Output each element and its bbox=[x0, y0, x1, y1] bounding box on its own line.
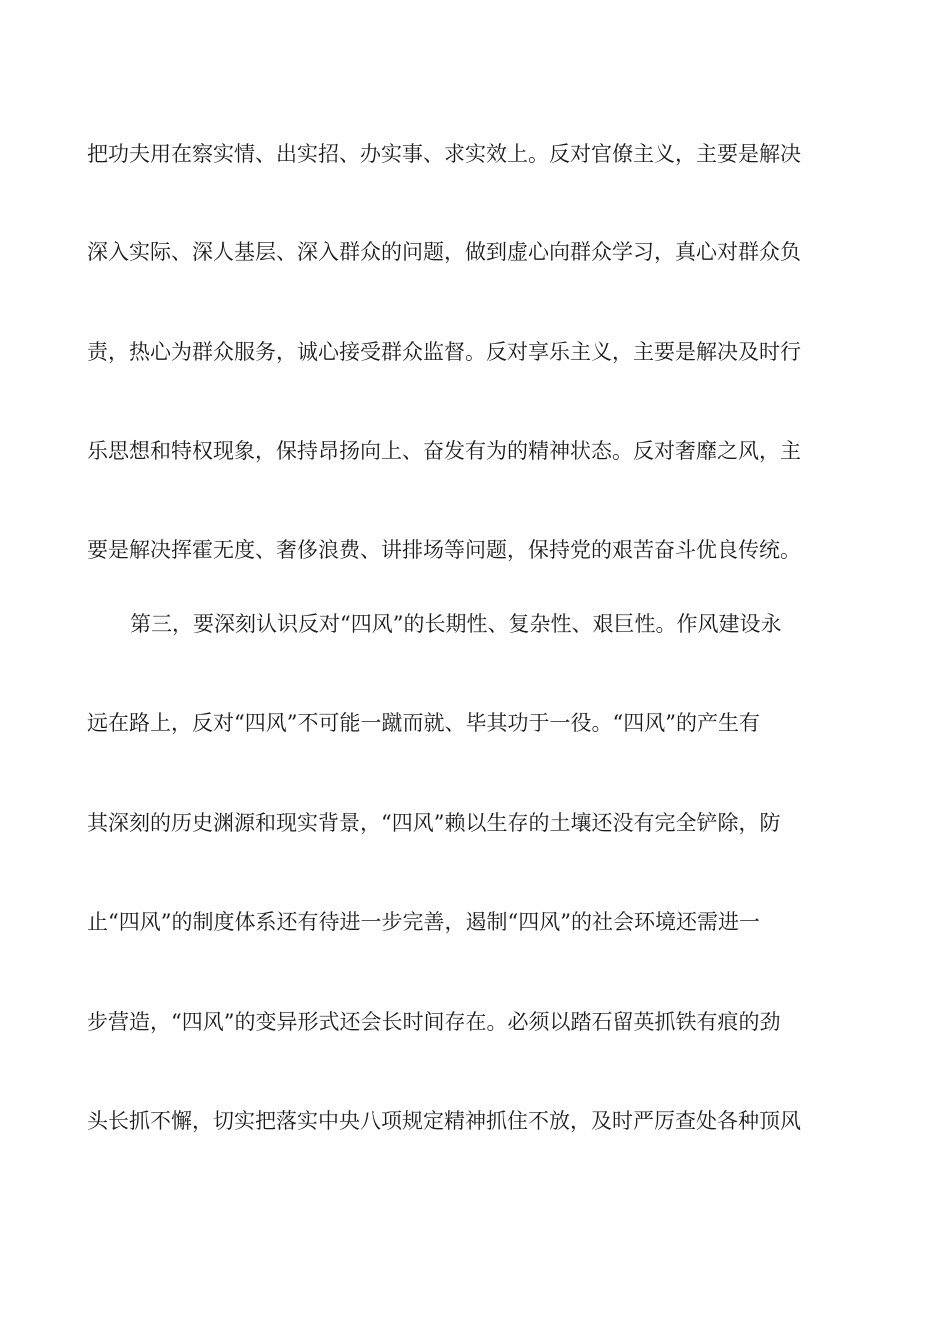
paragraph-first-line: 第三，要深刻认识反对“四风”的长期性、复杂性、艰巨性。作风建设永 bbox=[130, 612, 782, 636]
text-line: 乐思想和特权现象，保持昂扬向上、奋发有为的精神状态。反对奢靡之风，主 bbox=[87, 439, 801, 463]
text-line: 要是解决挥霍无度、奢侈浪费、讲排场等问题，保持党的艰苦奋斗优良传统。 bbox=[87, 538, 801, 562]
text-line: 远在路上，反对“四风”不可能一蹴而就、毕其功于一役。“四风”的产生有 bbox=[87, 711, 760, 735]
text-line: 深入实际、深人基层、深入群众的问题，做到虚心向群众学习，真心对群众负 bbox=[87, 240, 801, 264]
text-line: 其深刻的历史渊源和现实背景，“四风”赖以生存的土壤还没有完全铲除，防 bbox=[87, 811, 781, 835]
text-line: 步营造，“四风”的变异形式还会长时间存在。必须以踏石留英抓铁有痕的劲 bbox=[87, 1010, 781, 1034]
text-line: 把功夫用在察实情、出实招、办实事、求实效上。反对官僚主义，主要是解决 bbox=[87, 142, 801, 166]
text-line: 止“四风”的制度体系还有待进一步完善，遏制“四风”的社会环境还需进一 bbox=[87, 910, 760, 934]
text-line: 责，热心为群众服务，诚心接受群众监督。反对享乐主义，主要是解决及时行 bbox=[87, 340, 801, 364]
text-line: 头长抓不懈，切实把落实中央八项规定精神抓住不放，及时严厉查处各种顶风 bbox=[87, 1109, 801, 1133]
